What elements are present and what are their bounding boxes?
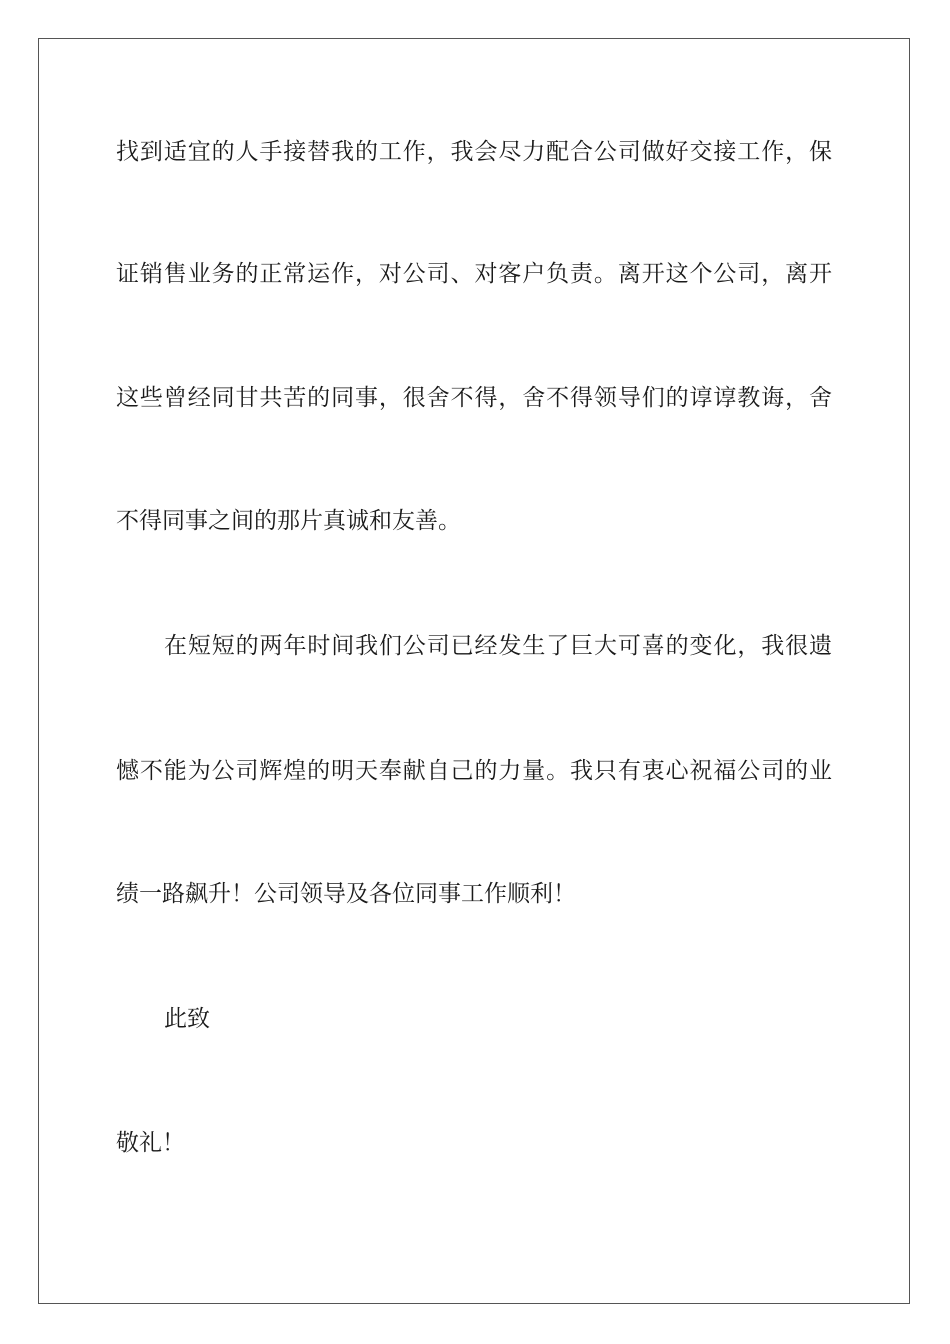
paragraph-line: 在短短的两年时间我们公司已经发生了巨大可喜的变化，我很遗 [164,633,832,659]
paragraph-line: 绩一路飙升！公司领导及各位同事工作顺利！ [116,881,576,907]
paragraph-line: 憾不能为公司辉煌的明天奉献自己的力量。我只有衷心祝福公司的业 [116,758,832,784]
closing-line: 此致 [164,1006,210,1032]
paragraph-line: 不得同事之间的那片真诚和友善。 [116,508,461,534]
paragraph-line: 找到适宜的人手接替我的工作，我会尽力配合公司做好交接工作，保 [116,139,832,165]
paragraph-line: 这些曾经同甘共苦的同事，很舍不得，舍不得领导们的谆谆教诲，舍 [116,385,832,411]
paragraph-line: 证销售业务的正常运作，对公司、对客户负责。离开这个公司，离开 [116,261,832,287]
page-frame [38,38,910,1304]
salutation-line: 敬礼！ [116,1130,185,1156]
